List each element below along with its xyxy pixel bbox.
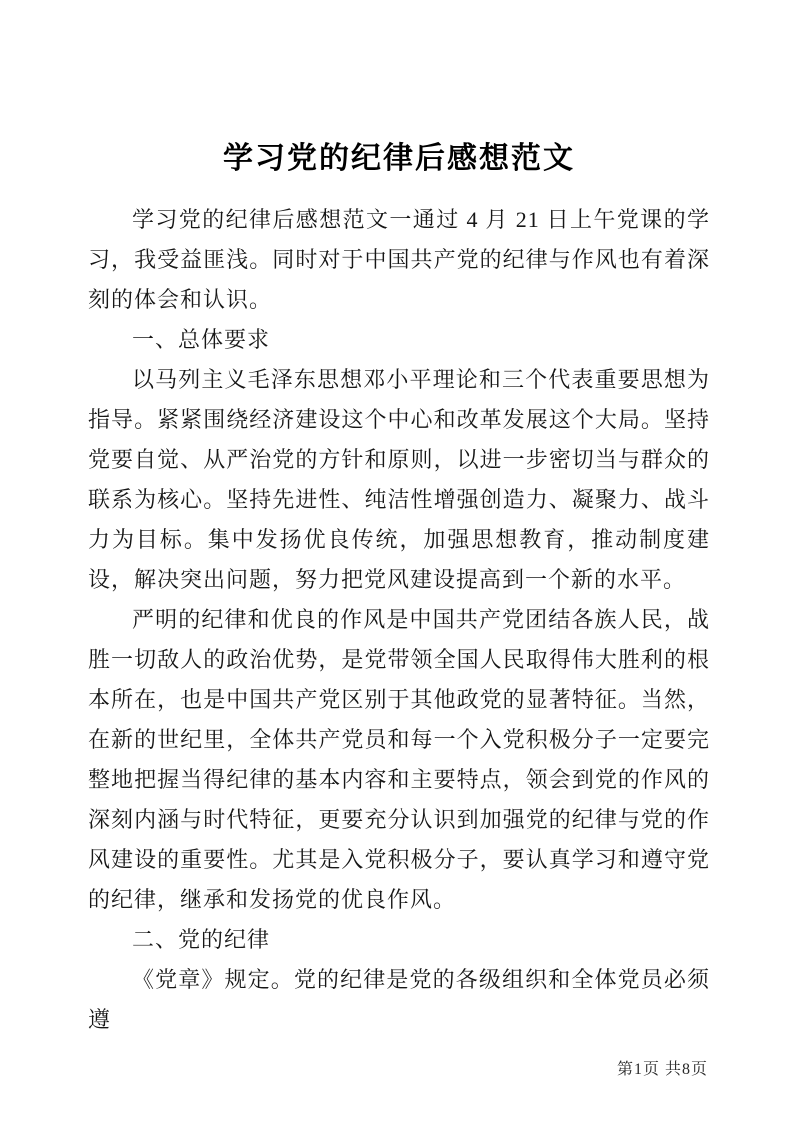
body-paragraph-discipline-and-style: 严明的纪律和优良的作风是中国共产党团结各族人民，战胜一切敌人的政治优势，是党带领全国人民取得伟大胜利的根本所在，也是中国共产党区别于其他政党的显著特征。当然，在新的世纪里，全体共产党员和每一个入党积极分子一定要完整地把握当得纪律的基本内容和主要特点，领会到党的作风的深刻内涵与时代特征，更要充分认识到加强党的纪律与党的作风建设的重要性。尤其是入党积极分子，要认真学习和遵守党的纪律，继承和发扬党的优良作风。: [88, 607, 710, 912]
body-paragraph-party-charter: 《党章》规定。党的纪律是党的各级组织和全体党员必须遵: [88, 967, 710, 1032]
section-heading-party-discipline: 二、党的纪律: [132, 927, 271, 952]
section-heading-overall-requirements: 一、总体要求: [132, 327, 271, 352]
intro-paragraph: 学习党的纪律后感想范文一通过 4 月 21 日上午党课的学习，我受益匪浅。同时对于中国共产党的纪律与作风也有着深刻的体会和认识。: [88, 207, 710, 312]
body-paragraph-guiding-principles: 以马列主义毛泽东思想邓小平理论和三个代表重要思想为指导。紧紧围绕经济建设这个中心和改革发展这个大局。坚持党要自觉、从严治党的方针和原则，以进一步密切当与群众的联系为核心。坚持先进性、纯洁性增强创造力、凝聚力、战斗力为目标。集中发扬优良传统，加强思想教育，推动制度建设，解决突出问题，努力把党风建设提高到一个新的水平。: [88, 367, 710, 592]
document-title: 学习党的纪律后感想范文: [223, 142, 575, 175]
page-footer: [617, 1056, 708, 1079]
page-number-indicator: 第1页 共8页: [616, 1061, 708, 1078]
